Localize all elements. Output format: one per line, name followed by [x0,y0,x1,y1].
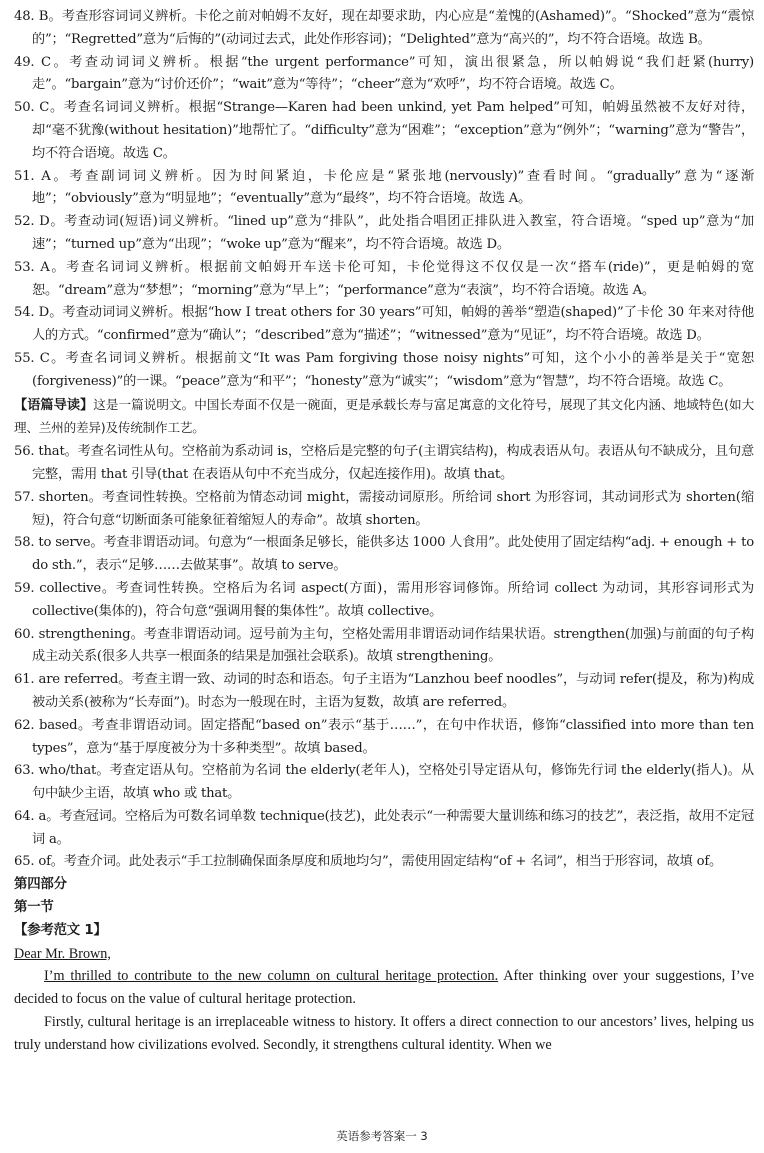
answer-item-49: 49. C。考查动词词义辨析。根据“the urgent performance”可知，演出很紧急，所以帕姆说“我们赶紧(hurry)走”。“bargain”意为“讨价还价”；“wait”意为“等待”；“cheer”意为“欢呼”，均不符合语境。故选 C。 [14,54,754,93]
answer-item-56: 56. that。考查名词性从句。空格前为系动词 is，空格后是完整的句子(主谓宾结构)，构成表语从句。表语从句不缺成分，且句意完整，需用 that 引导(that 在表语从句中不充当成分，仅起连接作用)。故填 that。 [14,444,754,482]
answer-item-50: 50. C。考查名词词义辨析。根据“Strange—Karen had been unkind, yet Pam helped”可知，帕姆虽然被不友好对待，却“毫不犹豫(without hesitation)”地帮忙了。“difficulty”意为“困难”；“exception”意为“例外”；“warning”意为“警告”，均不符合语境。故选 C。 [14,100,754,161]
answer-item-64: 64. a。考查冠词。空格后为可数名词单数 technique(技艺)，此处表示“一种需要大量训练和练习的技艺”，表泛指，故用不定冠词 a。 [14,808,754,847]
answer-page [14,6,754,1057]
answer-item-63: 63. who/that。考查定语从句。空格前为名词 the elderly(老年人)，空格处引导定语从句，修饰先行词 the elderly(指人)。从句中缺少主语，故填 who 或 that。 [14,763,754,802]
answer-item-62: 62. based。考查非谓语动词。固定搭配“based on”表示“基于……”，在句中作状语，修饰“classified into more than ten types”，意为“基于厚度被分为十多种类型”。故填 based。 [14,717,754,756]
passage-guide-tag: 【语篇导读】 [14,397,94,413]
section-part-heading: 第四部分 [14,877,67,893]
answer-item-61: 61. are referred。考查主谓一致、动词的时态和语态。句子主语为“Lanzhou beef noodles”，与动词 refer(提及，称为)构成被动关系(被称为“长寿面”)。时态为一般现在时，主语为复数，故填 are referred。 [14,672,754,710]
answer-item-58: 58. to serve。考查非谓语动词。句意为“一根面条足够长，能供多达 1000 人食用”。此处使用了固定结构“adj. + enough + to do sth.”，表示“足够……去做某事”。故填 to serve。 [14,535,754,574]
answer-item-52: 52. D。考查动词(短语)词义辨析。“lined up”意为“排队”，此处指合唱团正排队进入教室，符合语境。“sped up”意为“加速”；“turned up”意为“出现”；“woke up”意为“醒来”，均不符合语境。故选 D。 [14,214,754,252]
sample-letter [14,943,754,1057]
answer-item-57: 57. shorten。考查词性转换。空格前为情态动词 might，需接动词原形。所给词 short 为形容词，其动词形式为 shorten(缩短)，符合句意“切断面条可能象征着缩短人的寿命”。故填 shorten。 [14,489,754,528]
letter-greeting: Dear Mr. Brown, [14,945,111,962]
answer-item-59: 59. collective。考查词性转换。空格后为名词 aspect(方面)，需用形容词修饰。所给词 collect 为动词，其形容词形式为 collective(集体的)，符合句意“强调用餐的集体性”。故填 collective。 [14,580,754,619]
answer-item-54: 54. D。考查动词词义辨析。根据“how I treat others for 30 years”可知，帕姆的善举“塑造(shaped)”了卡伦 30 年来对待他人的方式。“confirmed”意为“确认”；“described”意为“描述”；“witnessed”意为“见证”，均不符合语境。故选 D。 [14,305,754,344]
answer-item-65: 65. of。考查介词。此处表示“手工拉制确保面条厚度和质地均匀”，需使用固定结构“of + 名词”，相当于形容词，故填 of。 [14,854,723,870]
passage-guide-text: 这是一篇说明文。中国长寿面不仅是一碗面，更是承载长寿与富足寓意的文化符号，展现了其文化内涵、地域特色(如大理、兰州的差异)及传统制作工艺。 [14,396,754,436]
letter-opening-sentence: I’m thrilled to contribute to the new column on cultural heritage protection. [44,968,499,985]
passage-guide [14,394,754,442]
answer-item-53: 53. A。考查名词词义辨析。根据前文帕姆开车送卡伦可知，卡伦觉得这不仅仅是一次“搭车(ride)”，更是帕姆的宽恕。“dream”意为“梦想”；“morning”意为“早上”；“performance”意为“表演”，均不符合语境。故选 A。 [14,259,754,298]
letter-paragraph-1 [14,965,754,1011]
page-footer: 英语参考答案一 3 [336,1129,428,1143]
letter-paragraph-1-rest: After thinking over your suggestions, I’ve decided to focus on the value of cultural heritage protection. [14,968,754,1008]
answer-item-51: 51. A。考查副词词义辨析。因为时间紧迫，卡伦应是“紧张地(nervously)”查看时间。“gradually”意为“逐渐地”；“obviously”意为“明显地”；“eventually”意为“最终”，均不符合语境。故选 A。 [14,168,754,207]
answer-item-60: 60. strengthening。考查非谓语动词。逗号前为主句，空格处需用非谓语动词作结果状语。strengthen(加强)与前面的句子构成主动关系(很多人共享一根面条的结果是加强社会联系)。故填 strengthening。 [14,626,754,665]
sample-essay-label: 【参考范文 1】 [14,922,107,938]
answer-item-55: 55. C。考查名词词义辨析。根据前文“It was Pam forgiving those noisy nights”可知，这个小小的善举是关于“宽恕(forgiveness)”的一课。“peace”意为“和平”；“honesty”意为“诚实”；“wisdom”意为“智慧”，均不符合语境。故选 C。 [14,350,754,389]
letter-paragraph-2: Firstly, cultural heritage is an irreplaceable witness to history. It offers a direct connection to our ancestors’ lives, helping us truly understand how civilizations evolved. Secondly, it strengthens cultural identity. When we [14,1014,754,1053]
answer-item-48: 48. B。考查形容词词义辨析。卡伦之前对帕姆不友好，现在却要求助，内心应是“羞愧的(Ashamed)”。“Shocked”意为“震惊的”；“Regretted”意为“后悔的”(动词过去式，此处作形容词)；“Delighted”意为“高兴的”，均不符合语境。故选 B。 [14,9,754,47]
section-sub-heading: 第一节 [14,900,54,916]
